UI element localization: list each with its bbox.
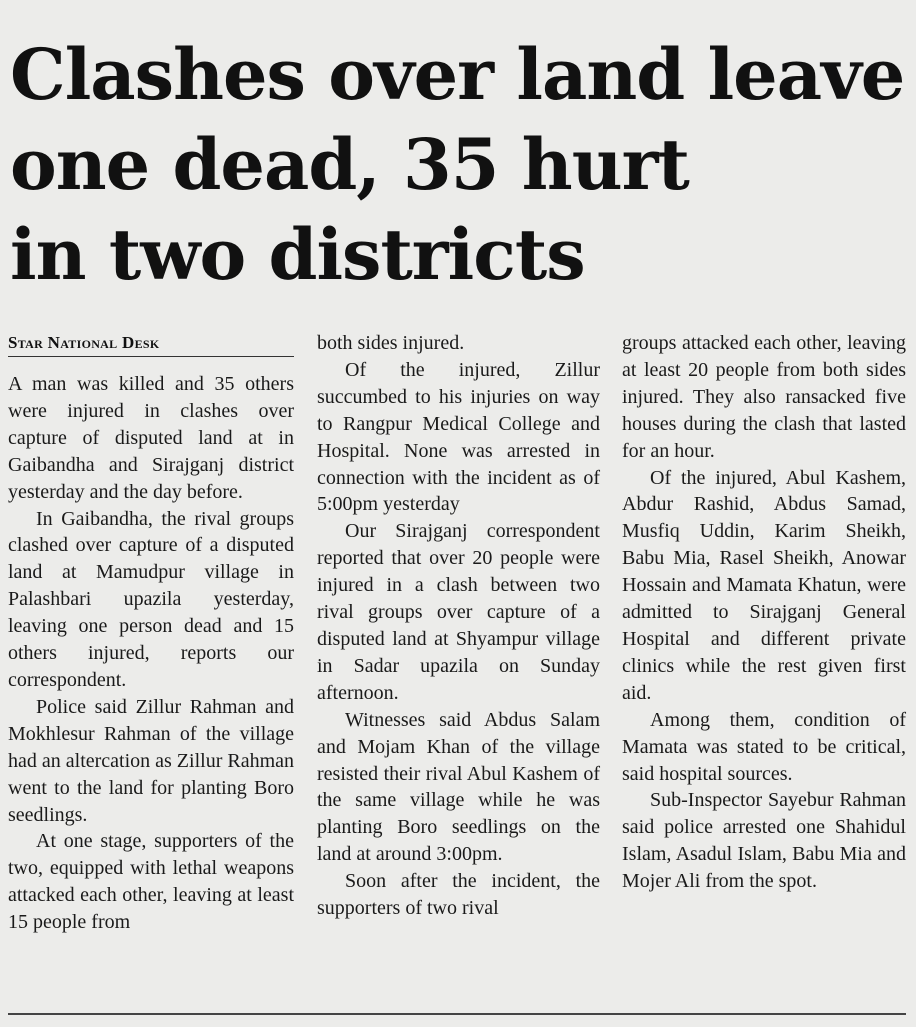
bottom-rule [8, 1013, 906, 1015]
article-column-2 [317, 330, 600, 922]
article-column-3 [622, 330, 906, 895]
paragraph: Our Sirajganj correspondent reported that over 20 people were injured in a clash between two rival groups over capture of a disputed land at Shyampur village in Sadar upazila on Sunday afternoon. [317, 520, 600, 704]
paragraph: Sub-Inspector Sayebur Rahman said police arrested one Shahidul Islam, Asadul Islam, Babu Mia and Mojer Ali from the spot. [622, 789, 906, 893]
paragraph: Soon after the incident, the supporters of two rival [317, 870, 600, 920]
paragraph: Of the injured, Abul Kashem, Abdur Rashid, Abdus Samad, Musfiq Uddin, Karim Sheikh, Babu Mia, Rasel Sheikh, Anowar Hossain and Mamata Khatun, were admitted to Sirajganj General Hospital and different private clinics while the rest given first aid. [622, 466, 906, 704]
article-column-1 [8, 330, 294, 936]
paragraph: Witnesses said Abdus Salam and Mojam Khan of the village resisted their rival Abul Kashem of the same village while he was planting Boro seedlings on the land at around 3:00pm. [317, 708, 600, 866]
paragraph: In Gaibandha, the rival groups clashed over capture of a disputed land at Mamudpur village in Palashbari upazila yesterday, leaving one person dead and 15 others injured, reports our correspondent. [8, 507, 294, 691]
byline: Star National Desk [8, 330, 294, 357]
paragraph: both sides injured. [317, 332, 465, 354]
paragraph: At one stage, supporters of the two, equipped with lethal weapons attacked each other, leaving at least 15 people from [8, 830, 294, 934]
headline [10, 30, 910, 300]
headline-line: in two districts [10, 213, 585, 296]
paragraph: groups attacked each other, leaving at least 20 people from both sides injured. They also ransacked five houses during the clash that lasted for an hour. [622, 332, 906, 462]
paragraph: Of the injured, Zillur succumbed to his injuries on way to Rangpur Medical College and Hospital. None was arrested in connection with the incident as of 5:00pm yesterday [317, 358, 600, 516]
headline-line: Clashes over land leave [10, 33, 905, 116]
paragraph: Among them, condition of Mamata was stated to be critical, said hospital sources. [622, 708, 906, 785]
headline-line: one dead, 35 hurt [10, 123, 689, 206]
paragraph: Police said Zillur Rahman and Mokhlesur Rahman of the village had an altercation as Zillur Rahman went to the land for planting Boro seedlings. [8, 695, 295, 826]
paragraph: A man was killed and 35 others were injured in clashes over capture of disputed land at in Gaibandha and Sirajganj district yesterday and the day before. [8, 373, 294, 503]
